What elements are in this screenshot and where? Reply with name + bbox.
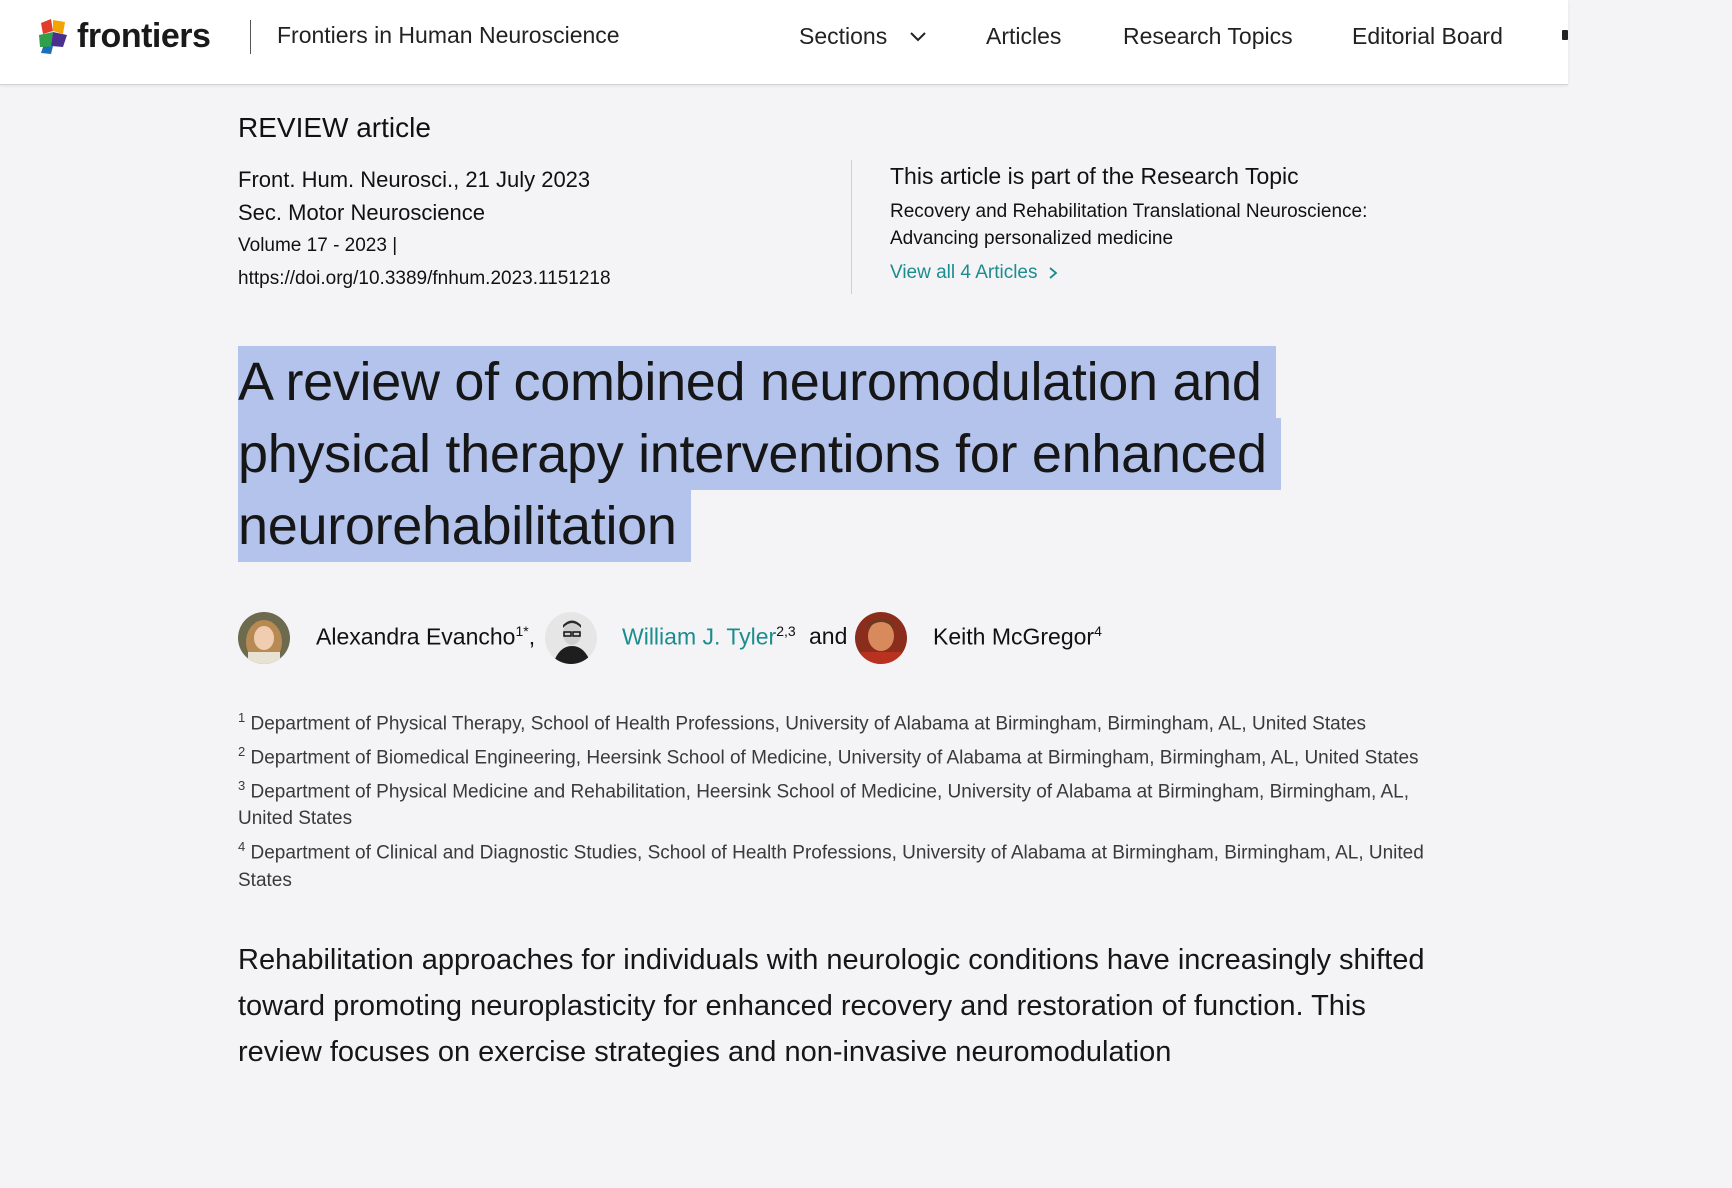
chevron-down-icon[interactable] [909, 31, 927, 43]
avatar[interactable] [238, 612, 290, 664]
affiliations [238, 704, 1453, 894]
avatar[interactable] [855, 612, 907, 664]
logo-text: frontiers [77, 16, 211, 55]
affiliation-item: $^3$ Department of Physical Medicine and Rehabilitation, Heersink School of Medicine, University of Alabama at Birmingham, Birmingham, AL, United States [238, 777, 1410, 830]
research-topic-heading: This article is part of the Research Topic [890, 163, 1299, 189]
author-name[interactable]: Keith McGregor$^4$ [933, 623, 1102, 650]
abstract-text: Rehabilitation approaches for individuals with neurologic conditions have increasingly shifted toward promoting neuroplasticity for enhanced recovery and restoration of function. This review focuses on exercise strategies and non-invasive neuromodulation [238, 944, 1425, 1068]
research-topic-title: Recovery and Rehabilitation Translational Neuroscience: Advancing personalized medicine [890, 201, 1368, 249]
title-line: neurorehabilitation [238, 490, 691, 562]
affiliation-item: $^4$ Department of Clinical and Diagnostic Studies, School of Health Professions, University of Alabama at Birmingham, Birmingham, AL, United States [238, 838, 1424, 891]
research-topic-box [890, 160, 1450, 284]
authors-conjunction: and [809, 623, 848, 649]
article-type: REVIEW article [238, 112, 431, 143]
meta-separator [851, 160, 852, 294]
volume-info: Volume 17 - 2023 | [238, 235, 398, 256]
journal-name-link[interactable]: Frontiers in Human Neuroscience [277, 22, 620, 48]
view-all-label: View all 4 Articles [890, 262, 1038, 283]
author-list [238, 612, 1438, 666]
affiliation-item: $^2$ Department of Biomedical Engineering, Heersink School of Medicine, University of Alabama at Birmingham, Birmingham, AL, United States [238, 743, 1419, 769]
view-all-articles-link[interactable] [890, 262, 1058, 284]
affiliation-item: $^1$ Department of Physical Therapy, School of Health Professions, University of Alabama at Birmingham, Birmingham, AL, United States [238, 710, 1367, 735]
nav-editorial-board[interactable]: Editorial Board [1352, 23, 1503, 49]
author-name[interactable]: Alexandra Evancho$^{1*}$, [316, 623, 536, 650]
title-line: physical therapy interventions for enhanced [238, 418, 1281, 490]
nav-sections[interactable]: Sections [799, 23, 888, 49]
author-name-link[interactable]: William J. Tyler$^{2,3}$ [622, 623, 796, 650]
nav-overflow-item[interactable] [1562, 30, 1568, 40]
journal-date: Front. Hum. Neurosci., 21 July 2023 [238, 167, 591, 192]
header-divider [250, 20, 251, 54]
frontiers-logo-icon [37, 17, 71, 55]
section-name: Sec. Motor Neuroscience [238, 200, 485, 225]
nav-articles[interactable]: Articles [986, 23, 1062, 49]
avatar[interactable] [545, 612, 597, 664]
frontiers-logo[interactable] [37, 16, 210, 56]
article-title [238, 346, 1358, 562]
doi-link[interactable]: https://doi.org/10.3389/fnhum.2023.1151218 [238, 268, 611, 289]
title-line: A review of combined neuromodulation and [238, 346, 1276, 418]
chevron-right-icon [1048, 266, 1058, 280]
article-meta [238, 163, 838, 295]
nav-research-topics[interactable]: Research Topics [1123, 23, 1293, 49]
site-header [0, 0, 1568, 85]
